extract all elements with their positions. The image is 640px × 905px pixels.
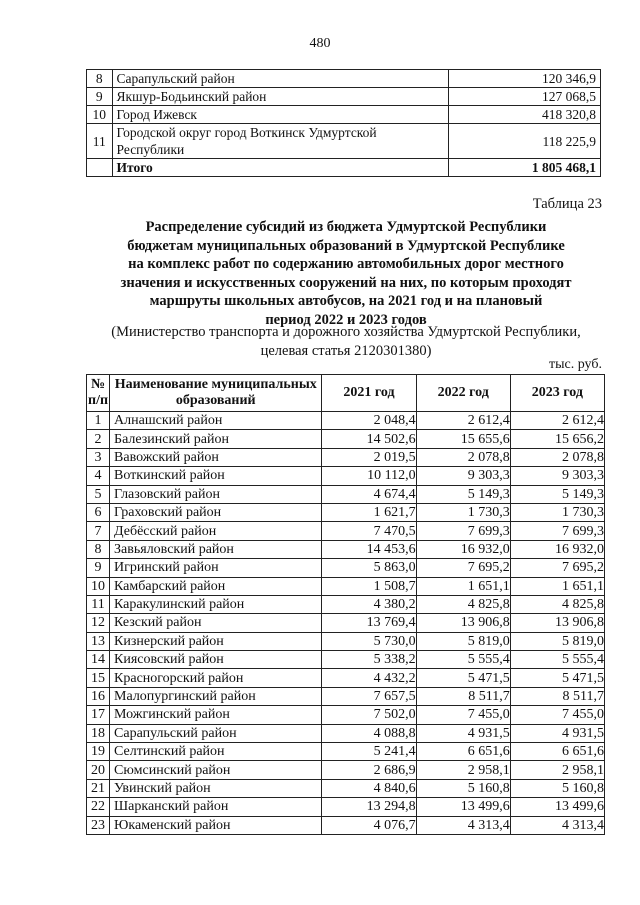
row-2022: 4 313,4 xyxy=(416,816,510,834)
row-name: Игринский район xyxy=(110,559,322,577)
row-num: 10 xyxy=(87,106,113,124)
row-name: Можгинский район xyxy=(110,706,322,724)
row-2023: 6 651,6 xyxy=(510,743,604,761)
row-num: 20 xyxy=(87,761,110,779)
row-num: 12 xyxy=(87,614,110,632)
row-name: Кезский район xyxy=(110,614,322,632)
total-label: Итого xyxy=(112,159,448,177)
header-2023: 2023 год xyxy=(510,375,604,412)
header-2021: 2021 год xyxy=(322,375,416,412)
row-value: 127 068,5 xyxy=(448,88,600,106)
row-2023: 1 730,3 xyxy=(510,503,604,521)
row-2021: 2 048,4 xyxy=(322,412,416,430)
row-2022: 5 149,3 xyxy=(416,485,510,503)
table-row xyxy=(87,779,605,797)
row-2021: 4 674,4 xyxy=(322,485,416,503)
row-2023: 15 656,2 xyxy=(510,430,604,448)
row-num: 2 xyxy=(87,430,110,448)
row-num: 6 xyxy=(87,503,110,521)
row-num: 8 xyxy=(87,70,113,88)
table-row xyxy=(87,706,605,724)
row-2022: 6 651,6 xyxy=(416,743,510,761)
row-2022: 5 819,0 xyxy=(416,632,510,650)
row-name: Красногорский район xyxy=(110,669,322,687)
row-name: Городской округ город Воткинск Удмуртской Республики xyxy=(112,124,448,159)
table-row xyxy=(87,503,605,521)
row-2022: 5 471,5 xyxy=(416,669,510,687)
row-num: 18 xyxy=(87,724,110,742)
row-2023: 9 303,3 xyxy=(510,467,604,485)
row-2023: 2 078,8 xyxy=(510,448,604,466)
row-name: Кизнерский район xyxy=(110,632,322,650)
table-row xyxy=(87,761,605,779)
subtitle-line: (Министерство транспорта и дорожного хозяйства Удмуртской Республики, xyxy=(111,324,581,340)
row-2021: 1 621,7 xyxy=(322,503,416,521)
row-2021: 2 019,5 xyxy=(322,448,416,466)
row-2022: 4 931,5 xyxy=(416,724,510,742)
row-value: 118 225,9 xyxy=(448,124,600,159)
row-name: Город Ижевск xyxy=(112,106,448,124)
row-2023: 4 313,4 xyxy=(510,816,604,834)
title-line: бюджетам муниципальных образований в Удмуртской Республике xyxy=(127,237,565,254)
row-name: Глазовский район xyxy=(110,485,322,503)
title-line: на комплекс работ по содержанию автомобильных дорог местного xyxy=(128,256,564,272)
table-row xyxy=(87,687,605,705)
row-2021: 5 241,4 xyxy=(322,743,416,761)
page-number: 480 xyxy=(309,36,331,51)
row-2023: 4 825,8 xyxy=(510,595,604,613)
row-2023: 5 819,0 xyxy=(510,632,604,650)
row-name: Завьяловский район xyxy=(110,540,322,558)
row-num: 11 xyxy=(87,124,113,159)
row-2021: 7 502,0 xyxy=(322,706,416,724)
row-name: Граховский район xyxy=(110,503,322,521)
row-num: 17 xyxy=(87,706,110,724)
row-name: Вавожский район xyxy=(110,448,322,466)
row-2021: 4 432,2 xyxy=(322,669,416,687)
row-num: 21 xyxy=(87,779,110,797)
title-line: период 2022 и 2023 годов xyxy=(265,311,427,328)
row-num: 8 xyxy=(87,540,110,558)
row-2021: 14 502,6 xyxy=(322,430,416,448)
header-2022: 2022 год xyxy=(416,375,510,412)
header-name: Наименование муниципальных образований xyxy=(110,375,322,412)
table-row xyxy=(87,651,605,669)
title-line: значения и искусственных сооружений на них, по которым проходят xyxy=(120,274,572,291)
table-subtitle xyxy=(86,323,606,360)
row-2022: 4 825,8 xyxy=(416,595,510,613)
row-2023: 2 958,1 xyxy=(510,761,604,779)
table-title xyxy=(86,218,606,329)
row-2022: 16 932,0 xyxy=(416,540,510,558)
row-num: 7 xyxy=(87,522,110,540)
row-2021: 4 840,6 xyxy=(322,779,416,797)
row-num: 5 xyxy=(87,485,110,503)
table-row xyxy=(87,430,605,448)
row-name: Шарканский район xyxy=(110,798,322,816)
units-label: тыс. руб. xyxy=(549,357,602,372)
row-2022: 7 699,3 xyxy=(416,522,510,540)
total-row xyxy=(87,159,601,177)
row-2023: 7 695,2 xyxy=(510,559,604,577)
row-2021: 5 863,0 xyxy=(322,559,416,577)
row-name: Киясовский район xyxy=(110,651,322,669)
table-row xyxy=(87,106,601,124)
row-2023: 8 511,7 xyxy=(510,687,604,705)
row-num: 3 xyxy=(87,448,110,466)
row-2023: 1 651,1 xyxy=(510,577,604,595)
table-row xyxy=(87,448,605,466)
row-name: Юкаменский район xyxy=(110,816,322,834)
row-2022: 1 651,1 xyxy=(416,577,510,595)
row-name: Увинский район xyxy=(110,779,322,797)
table-row xyxy=(87,798,605,816)
table-row xyxy=(87,614,605,632)
row-num: 13 xyxy=(87,632,110,650)
table-row xyxy=(87,669,605,687)
table-row xyxy=(87,577,605,595)
table-row xyxy=(87,743,605,761)
table-row xyxy=(87,595,605,613)
row-num: 14 xyxy=(87,651,110,669)
row-name: Алнашский район xyxy=(110,412,322,430)
row-2022: 5 555,4 xyxy=(416,651,510,669)
row-2022: 1 730,3 xyxy=(416,503,510,521)
row-2022: 2 612,4 xyxy=(416,412,510,430)
row-num: 11 xyxy=(87,595,110,613)
table-row xyxy=(87,632,605,650)
row-num: 1 xyxy=(87,412,110,430)
row-2023: 4 931,5 xyxy=(510,724,604,742)
row-2022: 7 455,0 xyxy=(416,706,510,724)
row-2023: 16 932,0 xyxy=(510,540,604,558)
row-2022: 9 303,3 xyxy=(416,467,510,485)
total-value: 1 805 468,1 xyxy=(448,159,600,177)
table-row xyxy=(87,559,605,577)
continuation-table xyxy=(86,69,601,177)
row-2022: 2 958,1 xyxy=(416,761,510,779)
row-2023: 13 906,8 xyxy=(510,614,604,632)
row-2021: 13 294,8 xyxy=(322,798,416,816)
row-name: Якшур-Бодьинский район xyxy=(112,88,448,106)
row-name: Сарапульский район xyxy=(112,70,448,88)
row-2022: 15 655,6 xyxy=(416,430,510,448)
header-row xyxy=(87,375,605,412)
subtitle-line: целевая статья 2120301380) xyxy=(260,342,432,359)
row-2021: 4 076,7 xyxy=(322,816,416,834)
row-name: Балезинский район xyxy=(110,430,322,448)
row-2023: 5 555,4 xyxy=(510,651,604,669)
row-2022: 7 695,2 xyxy=(416,559,510,577)
row-2022: 13 906,8 xyxy=(416,614,510,632)
row-2022: 13 499,6 xyxy=(416,798,510,816)
row-name: Каракулинский район xyxy=(110,595,322,613)
row-value: 418 320,8 xyxy=(448,106,600,124)
row-num: 9 xyxy=(87,88,113,106)
table-row xyxy=(87,467,605,485)
row-name: Воткинский район xyxy=(110,467,322,485)
subsidy-table xyxy=(86,374,605,835)
row-2022: 8 511,7 xyxy=(416,687,510,705)
row-num: 9 xyxy=(87,559,110,577)
row-2023: 5 471,5 xyxy=(510,669,604,687)
row-name: Камбарский район xyxy=(110,577,322,595)
row-name: Сюмсинский район xyxy=(110,761,322,779)
title-line: маршруты школьных автобусов, на 2021 год и на плановый xyxy=(149,293,543,309)
row-2021: 4 088,8 xyxy=(322,724,416,742)
row-2021: 7 470,5 xyxy=(322,522,416,540)
table-row xyxy=(87,88,601,106)
row-2022: 2 078,8 xyxy=(416,448,510,466)
row-value: 120 346,9 xyxy=(448,70,600,88)
row-2023: 7 455,0 xyxy=(510,706,604,724)
total-num xyxy=(87,159,113,177)
row-2021: 2 686,9 xyxy=(322,761,416,779)
row-name: Дебёсский район xyxy=(110,522,322,540)
row-2021: 10 112,0 xyxy=(322,467,416,485)
row-2023: 13 499,6 xyxy=(510,798,604,816)
row-name: Малопургинский район xyxy=(110,687,322,705)
table-label: Таблица 23 xyxy=(532,196,602,212)
row-name: Селтинский район xyxy=(110,743,322,761)
row-2023: 7 699,3 xyxy=(510,522,604,540)
table-row xyxy=(87,124,601,159)
title-line: Распределение субсидий из бюджета Удмуртской Республики xyxy=(145,219,547,235)
row-2022: 5 160,8 xyxy=(416,779,510,797)
table-row xyxy=(87,412,605,430)
table-row xyxy=(87,540,605,558)
table-row xyxy=(87,70,601,88)
row-2021: 5 338,2 xyxy=(322,651,416,669)
row-num: 19 xyxy=(87,743,110,761)
row-num: 16 xyxy=(87,687,110,705)
row-2021: 1 508,7 xyxy=(322,577,416,595)
row-2021: 13 769,4 xyxy=(322,614,416,632)
row-2023: 5 149,3 xyxy=(510,485,604,503)
row-num: 22 xyxy=(87,798,110,816)
row-2021: 14 453,6 xyxy=(322,540,416,558)
row-2023: 5 160,8 xyxy=(510,779,604,797)
row-name: Сарапульский район xyxy=(110,724,322,742)
row-2021: 5 730,0 xyxy=(322,632,416,650)
row-2021: 7 657,5 xyxy=(322,687,416,705)
row-num: 4 xyxy=(87,467,110,485)
header-num: № п/п xyxy=(87,375,110,412)
table-row xyxy=(87,724,605,742)
table-row xyxy=(87,485,605,503)
row-num: 15 xyxy=(87,669,110,687)
row-num: 10 xyxy=(87,577,110,595)
table-row xyxy=(87,522,605,540)
row-2021: 4 380,2 xyxy=(322,595,416,613)
row-2023: 2 612,4 xyxy=(510,412,604,430)
row-num: 23 xyxy=(87,816,110,834)
table-row xyxy=(87,816,605,834)
